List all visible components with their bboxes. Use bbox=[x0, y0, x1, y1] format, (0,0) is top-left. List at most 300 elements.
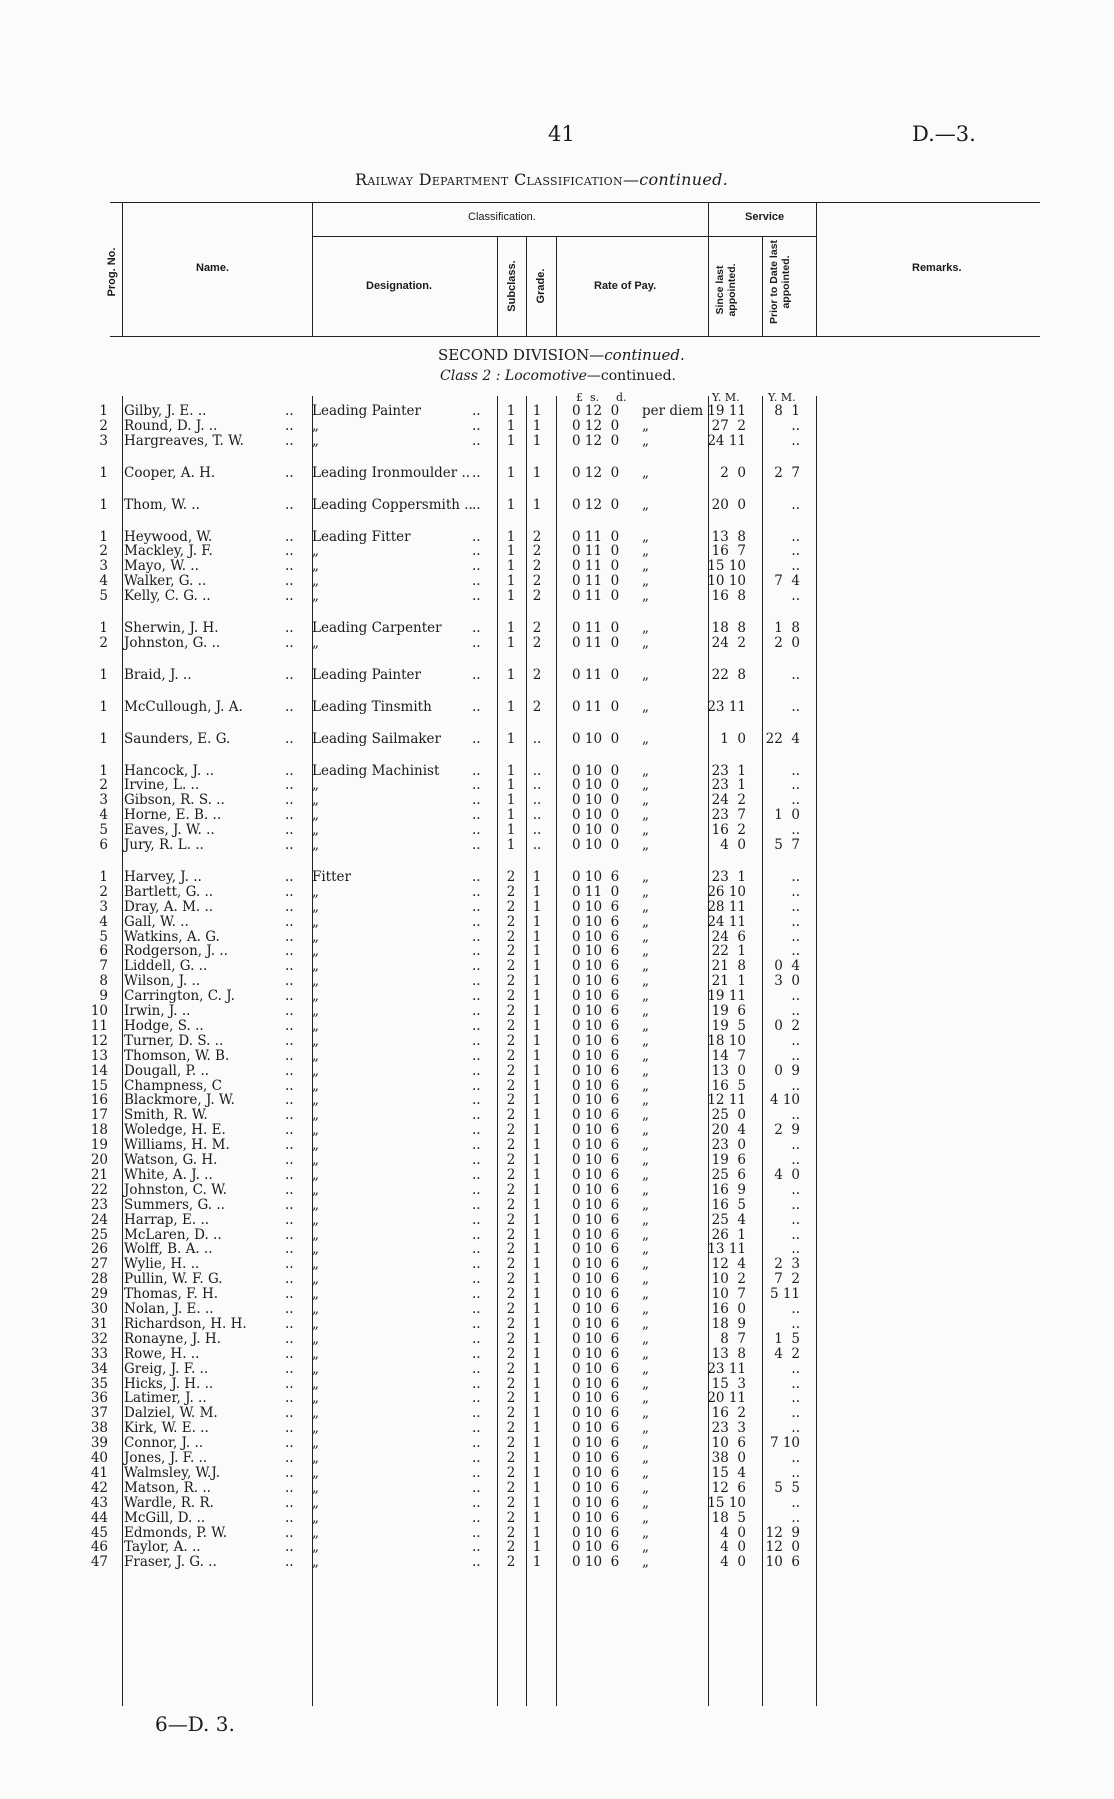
leader-dots: .. bbox=[285, 1450, 294, 1466]
grade-cell: 1 bbox=[532, 496, 542, 513]
designation-cell: „ bbox=[312, 1196, 319, 1213]
subclass-cell: 2 bbox=[506, 1152, 516, 1168]
rate-period-cell: „ bbox=[642, 762, 649, 779]
prog-no-cell: 8 bbox=[99, 973, 108, 990]
leader-dots: .. bbox=[285, 1405, 294, 1422]
since-last-cell: 23 3 bbox=[711, 1420, 746, 1437]
since-last-cell: 24 11 bbox=[707, 432, 746, 449]
name-cell: Mackley, J. F. bbox=[124, 543, 213, 560]
leader-dots: .. bbox=[472, 1032, 481, 1049]
rate-cell: 0 10 6 bbox=[572, 1137, 620, 1154]
designation-cell: „ bbox=[312, 988, 319, 1005]
rate-cell: 0 10 0 bbox=[572, 730, 620, 747]
leader-dots: .. bbox=[472, 1524, 481, 1541]
name-cell: Thomas, F. H. bbox=[124, 1286, 219, 1303]
prog-no-cell: 6 bbox=[99, 837, 108, 853]
name-cell: Harrap, E. .. bbox=[124, 1211, 210, 1228]
name-cell: Hancock, J. .. bbox=[124, 762, 215, 779]
table-row bbox=[0, 530, 1114, 545]
table-row bbox=[0, 1526, 1114, 1541]
leader-dots: .. bbox=[285, 1062, 294, 1079]
grade-cell: 2 bbox=[532, 558, 542, 575]
grade-cell: 2 bbox=[532, 528, 542, 545]
designation-cell: „ bbox=[312, 807, 319, 824]
name-cell: Wardle, R. R. bbox=[124, 1494, 214, 1511]
prior-to-date-cell: 2 3 bbox=[774, 1256, 800, 1273]
rate-period-cell: „ bbox=[642, 807, 649, 824]
subclass-cell: 2 bbox=[506, 943, 516, 960]
leader-dots: .. bbox=[472, 543, 481, 560]
designation-cell: „ bbox=[312, 1524, 319, 1541]
subclass-cell: 1 bbox=[506, 417, 516, 434]
rate-cell: 0 10 0 bbox=[572, 822, 620, 839]
subclass-cell: 1 bbox=[506, 573, 516, 590]
prog-no-cell: 2 bbox=[99, 543, 108, 560]
leader-dots: .. bbox=[472, 837, 481, 853]
rate-period-cell: „ bbox=[642, 1077, 649, 1094]
since-last-cell: 4 0 bbox=[720, 1554, 746, 1571]
designation-cell: „ bbox=[312, 1107, 319, 1124]
rate-period-cell: „ bbox=[642, 1003, 649, 1019]
since-last-cell: 19 5 bbox=[711, 1017, 746, 1034]
rate-cell: 0 12 0 bbox=[572, 432, 620, 449]
prior-to-date-cell: 2 7 bbox=[774, 464, 800, 481]
rate-period-cell: „ bbox=[642, 1137, 649, 1154]
leader-dots: .. bbox=[285, 730, 294, 747]
leader-dots: .. bbox=[285, 1315, 294, 1332]
grade-cell: 1 bbox=[532, 1017, 542, 1034]
since-last-cell: 23 11 bbox=[707, 698, 746, 715]
since-last-cell: 19 11 bbox=[707, 988, 746, 1005]
leader-dots: .. bbox=[285, 1047, 294, 1064]
prior-to-date-cell: .. bbox=[791, 913, 800, 930]
rate-period-cell: „ bbox=[642, 1479, 649, 1496]
since-last-cell: 18 10 bbox=[707, 1032, 746, 1049]
name-cell: Saunders, E. G. bbox=[124, 730, 231, 747]
subclass-cell: 2 bbox=[506, 958, 516, 975]
designation-cell: Leading Tinsmith bbox=[312, 698, 432, 715]
leader-dots: .. bbox=[285, 1271, 294, 1288]
grade-cell: 1 bbox=[532, 464, 542, 481]
since-last-cell: 24 11 bbox=[707, 913, 746, 930]
leader-dots: .. bbox=[285, 868, 294, 885]
prior-to-date-cell: .. bbox=[791, 762, 800, 779]
leader-dots: .. bbox=[285, 417, 294, 434]
leader-dots: .. bbox=[472, 403, 481, 419]
designation-cell: „ bbox=[312, 792, 319, 809]
designation-cell: „ bbox=[312, 1345, 319, 1362]
prog-no-cell: 14 bbox=[90, 1062, 108, 1079]
prior-to-date-cell: .. bbox=[791, 1077, 800, 1094]
table-row bbox=[0, 1496, 1114, 1511]
rate-cell: 0 10 6 bbox=[572, 973, 620, 990]
designation-cell: Leading Sailmaker bbox=[312, 730, 441, 747]
grade-cell: 1 bbox=[532, 1345, 542, 1362]
prog-no-cell: 28 bbox=[90, 1271, 108, 1288]
name-cell: Jones, J. F. .. bbox=[124, 1450, 208, 1466]
table-row bbox=[0, 1079, 1114, 1094]
leader-dots: .. bbox=[472, 792, 481, 809]
subclass-cell: 1 bbox=[506, 543, 516, 560]
since-last-cell: 15 10 bbox=[707, 558, 746, 575]
name-cell: McCullough, J. A. bbox=[124, 698, 243, 715]
subclass-cell: 2 bbox=[506, 1286, 516, 1303]
designation-cell: „ bbox=[312, 1494, 319, 1511]
prog-no-cell: 1 bbox=[99, 496, 108, 513]
since-last-cell: 24 2 bbox=[711, 634, 746, 651]
since-last-cell: 16 8 bbox=[711, 588, 746, 605]
rate-cell: 0 10 6 bbox=[572, 1464, 620, 1481]
header-grade: Grade. bbox=[535, 268, 547, 304]
prior-to-date-cell: 5 5 bbox=[774, 1479, 800, 1496]
designation-cell: „ bbox=[312, 1330, 319, 1347]
designation-cell: „ bbox=[312, 1286, 319, 1303]
prior-to-date-cell: 7 10 bbox=[769, 1435, 800, 1452]
prior-to-date-cell: .. bbox=[791, 528, 800, 545]
col-divider bbox=[526, 236, 527, 336]
designation-cell: „ bbox=[312, 928, 319, 945]
col-divider bbox=[312, 202, 313, 336]
name-cell: Woledge, H. E. bbox=[124, 1122, 226, 1139]
name-cell: Braid, J. .. bbox=[124, 666, 192, 683]
rate-cell: 0 10 6 bbox=[572, 1301, 620, 1317]
rate-cell: 0 11 0 bbox=[572, 543, 620, 560]
designation-cell: „ bbox=[312, 1554, 319, 1571]
grade-cell: 2 bbox=[532, 543, 542, 560]
prog-no-cell: 41 bbox=[90, 1464, 108, 1481]
name-cell: Eaves, J. W. .. bbox=[124, 822, 215, 839]
prog-no-cell: 1 bbox=[99, 528, 108, 545]
rate-period-cell: „ bbox=[642, 1211, 649, 1228]
leader-dots: .. bbox=[285, 1152, 294, 1168]
since-last-cell: 8 7 bbox=[720, 1330, 746, 1347]
prior-to-date-cell: .. bbox=[791, 1464, 800, 1481]
table-row bbox=[0, 944, 1114, 959]
rate-period-cell: „ bbox=[642, 1107, 649, 1124]
grade-cell: 1 bbox=[532, 1539, 542, 1556]
table-row bbox=[0, 1421, 1114, 1436]
leader-dots: .. bbox=[472, 1077, 481, 1094]
leader-dots: .. bbox=[472, 1017, 481, 1034]
header-name: Name. bbox=[196, 262, 230, 274]
rate-period-cell: „ bbox=[642, 528, 649, 545]
designation-cell: „ bbox=[312, 1181, 319, 1198]
leader-dots: .. bbox=[285, 528, 294, 545]
subclass-cell: 1 bbox=[506, 698, 516, 715]
since-last-cell: 16 2 bbox=[711, 822, 746, 839]
prog-no-cell: 46 bbox=[90, 1539, 108, 1556]
rate-period-cell: „ bbox=[642, 573, 649, 590]
prior-to-date-cell: .. bbox=[791, 1360, 800, 1377]
rate-cell: 0 11 0 bbox=[572, 573, 620, 590]
leader-dots: .. bbox=[472, 634, 481, 651]
subclass-cell: 2 bbox=[506, 1196, 516, 1213]
rate-cell: 0 10 0 bbox=[572, 807, 620, 824]
leader-dots: .. bbox=[472, 1345, 481, 1362]
name-cell: Heywood, W. bbox=[124, 528, 213, 545]
leader-dots: .. bbox=[285, 958, 294, 975]
subclass-cell: 1 bbox=[506, 528, 516, 545]
rate-cell: 0 10 6 bbox=[572, 1390, 620, 1407]
subclass-cell: 2 bbox=[506, 1256, 516, 1273]
rate-period-cell: per diem bbox=[642, 403, 704, 419]
rate-cell: 0 10 6 bbox=[572, 1524, 620, 1541]
subclass-cell: 2 bbox=[506, 1107, 516, 1124]
grade-cell: 1 bbox=[532, 1330, 542, 1347]
leader-dots: .. bbox=[472, 822, 481, 839]
prior-to-date-cell: .. bbox=[791, 666, 800, 683]
table-row bbox=[0, 1183, 1114, 1198]
prior-to-date-cell: .. bbox=[791, 1315, 800, 1332]
grade-cell: 1 bbox=[532, 1479, 542, 1496]
leader-dots: .. bbox=[472, 958, 481, 975]
rate-cell: 0 11 0 bbox=[572, 634, 620, 651]
since-last-cell: 23 0 bbox=[711, 1137, 746, 1154]
subclass-cell: 1 bbox=[506, 634, 516, 651]
table-row bbox=[0, 1049, 1114, 1064]
leader-dots: .. bbox=[472, 807, 481, 824]
leader-dots: .. bbox=[472, 1152, 481, 1168]
leader-dots: .. bbox=[472, 1509, 481, 1526]
table-row bbox=[0, 636, 1114, 651]
table-row bbox=[0, 1108, 1114, 1123]
prior-to-date-cell: .. bbox=[791, 588, 800, 605]
table-row bbox=[0, 808, 1114, 823]
leader-dots: .. bbox=[285, 1539, 294, 1556]
grade-cell: 1 bbox=[532, 1166, 542, 1183]
prior-to-date-cell: .. bbox=[791, 1226, 800, 1243]
subclass-cell: 1 bbox=[506, 666, 516, 683]
footer-signature: 6—D. 3. bbox=[155, 1712, 235, 1736]
subclass-cell: 2 bbox=[506, 1271, 516, 1288]
table-row bbox=[0, 764, 1114, 779]
subclass-cell: 1 bbox=[506, 807, 516, 824]
subclass-cell: 2 bbox=[506, 973, 516, 990]
designation-cell: „ bbox=[312, 1166, 319, 1183]
leader-dots: .. bbox=[472, 1166, 481, 1183]
since-last-cell: 23 1 bbox=[711, 868, 746, 885]
leader-dots: .. bbox=[285, 1241, 294, 1258]
subclass-cell: 2 bbox=[506, 1345, 516, 1362]
division-suffix: —continued. bbox=[589, 346, 685, 364]
since-last-cell: 19 6 bbox=[711, 1152, 746, 1168]
leader-dots: .. bbox=[472, 1092, 481, 1109]
prog-no-cell: 34 bbox=[90, 1360, 108, 1377]
subclass-cell: 2 bbox=[506, 868, 516, 885]
rate-period-cell: „ bbox=[642, 1271, 649, 1288]
unit-pence: d. bbox=[616, 391, 627, 404]
subclass-cell: 1 bbox=[506, 496, 516, 513]
since-last-cell: 14 7 bbox=[711, 1047, 746, 1064]
rate-cell: 0 10 6 bbox=[572, 943, 620, 960]
header-classification: Classification. bbox=[468, 211, 536, 223]
table-row bbox=[0, 989, 1114, 1004]
rate-period-cell: „ bbox=[642, 1524, 649, 1541]
table-row bbox=[0, 404, 1114, 419]
prior-to-date-cell: .. bbox=[791, 1047, 800, 1064]
table-row bbox=[0, 1123, 1114, 1138]
rate-period-cell: „ bbox=[642, 634, 649, 651]
table-row bbox=[0, 1466, 1114, 1481]
designation-cell: Leading Carpenter bbox=[312, 620, 442, 636]
table-row bbox=[0, 466, 1114, 481]
designation-cell: „ bbox=[312, 1435, 319, 1452]
rate-cell: 0 10 6 bbox=[572, 1360, 620, 1377]
table-row bbox=[0, 793, 1114, 808]
rate-cell: 0 10 6 bbox=[572, 1286, 620, 1303]
grade-cell: 1 bbox=[532, 1464, 542, 1481]
since-last-cell: 24 2 bbox=[711, 792, 746, 809]
leader-dots: .. bbox=[472, 1137, 481, 1154]
leader-dots: .. bbox=[285, 1286, 294, 1303]
prog-no-cell: 2 bbox=[99, 634, 108, 651]
rate-period-cell: „ bbox=[642, 1241, 649, 1258]
header-since-last: Since last appointed. bbox=[714, 263, 738, 317]
leader-dots: .. bbox=[472, 1003, 481, 1019]
leader-dots: .. bbox=[285, 1554, 294, 1571]
subclass-cell: 2 bbox=[506, 1181, 516, 1198]
grade-cell: 1 bbox=[532, 1092, 542, 1109]
table-row bbox=[0, 974, 1114, 989]
prior-to-date-cell: 0 9 bbox=[774, 1062, 800, 1079]
rate-cell: 0 10 6 bbox=[572, 1405, 620, 1422]
prior-to-date-cell: 22 4 bbox=[765, 730, 800, 747]
subclass-cell: 2 bbox=[506, 1390, 516, 1407]
rate-cell: 0 10 6 bbox=[572, 1166, 620, 1183]
name-cell: Pullin, W. F. G. bbox=[124, 1271, 223, 1288]
prior-to-date-cell: .. bbox=[791, 822, 800, 839]
rate-cell: 0 10 6 bbox=[572, 1241, 620, 1258]
leader-dots: .. bbox=[285, 1107, 294, 1124]
since-last-cell: 2 0 bbox=[720, 464, 746, 481]
leader-dots: .. bbox=[285, 898, 294, 915]
rate-period-cell: „ bbox=[642, 1315, 649, 1332]
rate-cell: 0 10 6 bbox=[572, 1196, 620, 1213]
leader-dots: .. bbox=[472, 588, 481, 605]
name-cell: Hicks, J. H. .. bbox=[124, 1375, 214, 1392]
rate-period-cell: „ bbox=[642, 558, 649, 575]
header-remarks: Remarks. bbox=[912, 262, 962, 274]
prog-no-cell: 18 bbox=[90, 1122, 108, 1139]
name-cell: Dray, A. M. .. bbox=[124, 898, 214, 915]
leader-dots: .. bbox=[285, 1017, 294, 1034]
prior-to-date-cell: 10 6 bbox=[765, 1554, 800, 1571]
prior-to-date-cell: 12 0 bbox=[765, 1539, 800, 1556]
prog-no-cell: 33 bbox=[90, 1345, 108, 1362]
table-row bbox=[0, 621, 1114, 636]
leader-dots: .. bbox=[472, 1241, 481, 1258]
name-cell: Dalziel, W. M. bbox=[124, 1405, 218, 1422]
page-number: 41 bbox=[548, 122, 575, 146]
leader-dots: .. bbox=[285, 1330, 294, 1347]
prog-no-cell: 43 bbox=[90, 1494, 108, 1511]
rate-cell: 0 10 6 bbox=[572, 1226, 620, 1243]
rate-period-cell: „ bbox=[642, 1375, 649, 1392]
prog-no-cell: 26 bbox=[90, 1241, 108, 1258]
grade-cell: 1 bbox=[532, 943, 542, 960]
designation-cell: „ bbox=[312, 1047, 319, 1064]
since-last-cell: 23 1 bbox=[711, 762, 746, 779]
leader-dots: .. bbox=[285, 1479, 294, 1496]
subclass-cell: 2 bbox=[506, 988, 516, 1005]
since-last-cell: 4 0 bbox=[720, 1524, 746, 1541]
prior-to-date-cell: .. bbox=[791, 1032, 800, 1049]
leader-dots: .. bbox=[472, 883, 481, 900]
designation-cell: „ bbox=[312, 417, 319, 434]
document-reference: D.—3. bbox=[912, 122, 976, 146]
grade-cell: 1 bbox=[532, 1494, 542, 1511]
designation-cell: „ bbox=[312, 1420, 319, 1437]
prog-no-cell: 45 bbox=[90, 1524, 108, 1541]
rate-cell: 0 11 0 bbox=[572, 588, 620, 605]
leader-dots: .. bbox=[285, 1137, 294, 1154]
prog-no-cell: 2 bbox=[99, 883, 108, 900]
designation-cell: „ bbox=[312, 573, 319, 590]
rate-cell: 0 11 0 bbox=[572, 666, 620, 683]
name-cell: Cooper, A. H. bbox=[124, 464, 216, 481]
prog-no-cell: 23 bbox=[90, 1196, 108, 1213]
table-row bbox=[0, 1332, 1114, 1347]
rate-period-cell: „ bbox=[642, 464, 649, 481]
grade-cell: 1 bbox=[532, 928, 542, 945]
rate-cell: 0 12 0 bbox=[572, 403, 620, 419]
name-cell: Watkins, A. G. bbox=[124, 928, 220, 945]
rate-cell: 0 10 6 bbox=[572, 1345, 620, 1362]
table-row bbox=[0, 1377, 1114, 1392]
table-row bbox=[0, 1347, 1114, 1362]
name-cell: Johnston, C. W. bbox=[124, 1181, 227, 1198]
prog-no-cell: 4 bbox=[99, 573, 108, 590]
leader-dots: .. bbox=[472, 1360, 481, 1377]
prior-to-date-cell: 7 4 bbox=[774, 573, 800, 590]
prog-no-cell: 1 bbox=[99, 666, 108, 683]
grade-cell: 1 bbox=[532, 1405, 542, 1422]
grade-cell: 1 bbox=[532, 1226, 542, 1243]
rate-cell: 0 10 6 bbox=[572, 1181, 620, 1198]
prior-to-date-cell: .. bbox=[791, 417, 800, 434]
header-subclass: Subclass. bbox=[506, 260, 518, 312]
class-heading bbox=[440, 368, 676, 384]
name-cell: Round, D. J. .. bbox=[124, 417, 218, 434]
rate-cell: 0 10 6 bbox=[572, 1554, 620, 1571]
prior-to-date-cell: .. bbox=[791, 1211, 800, 1228]
prog-no-cell: 29 bbox=[90, 1286, 108, 1303]
since-last-cell: 15 10 bbox=[707, 1494, 746, 1511]
grade-cell: 1 bbox=[532, 1420, 542, 1437]
rate-period-cell: „ bbox=[642, 1330, 649, 1347]
table-row bbox=[0, 1004, 1114, 1019]
prior-to-date-cell: 4 10 bbox=[769, 1092, 800, 1109]
designation-cell: „ bbox=[312, 1122, 319, 1139]
leader-dots: .. bbox=[472, 1494, 481, 1511]
rate-period-cell: „ bbox=[642, 588, 649, 605]
grade-cell: .. bbox=[532, 777, 542, 794]
prior-to-date-cell: 5 7 bbox=[774, 837, 800, 853]
leader-dots: .. bbox=[472, 988, 481, 1005]
leader-dots: .. bbox=[472, 1375, 481, 1392]
designation-cell: „ bbox=[312, 1271, 319, 1288]
grade-cell: 1 bbox=[532, 1152, 542, 1168]
subclass-cell: 1 bbox=[506, 822, 516, 839]
rate-period-cell: „ bbox=[642, 1122, 649, 1139]
rate-cell: 0 10 6 bbox=[572, 1509, 620, 1526]
table-row bbox=[0, 900, 1114, 915]
name-cell: McGill, D. .. bbox=[124, 1509, 206, 1526]
name-cell: Turner, D. S. .. bbox=[124, 1032, 224, 1049]
prog-no-cell: 10 bbox=[90, 1003, 108, 1019]
since-last-cell: 20 0 bbox=[711, 496, 746, 513]
designation-cell: „ bbox=[312, 1360, 319, 1377]
